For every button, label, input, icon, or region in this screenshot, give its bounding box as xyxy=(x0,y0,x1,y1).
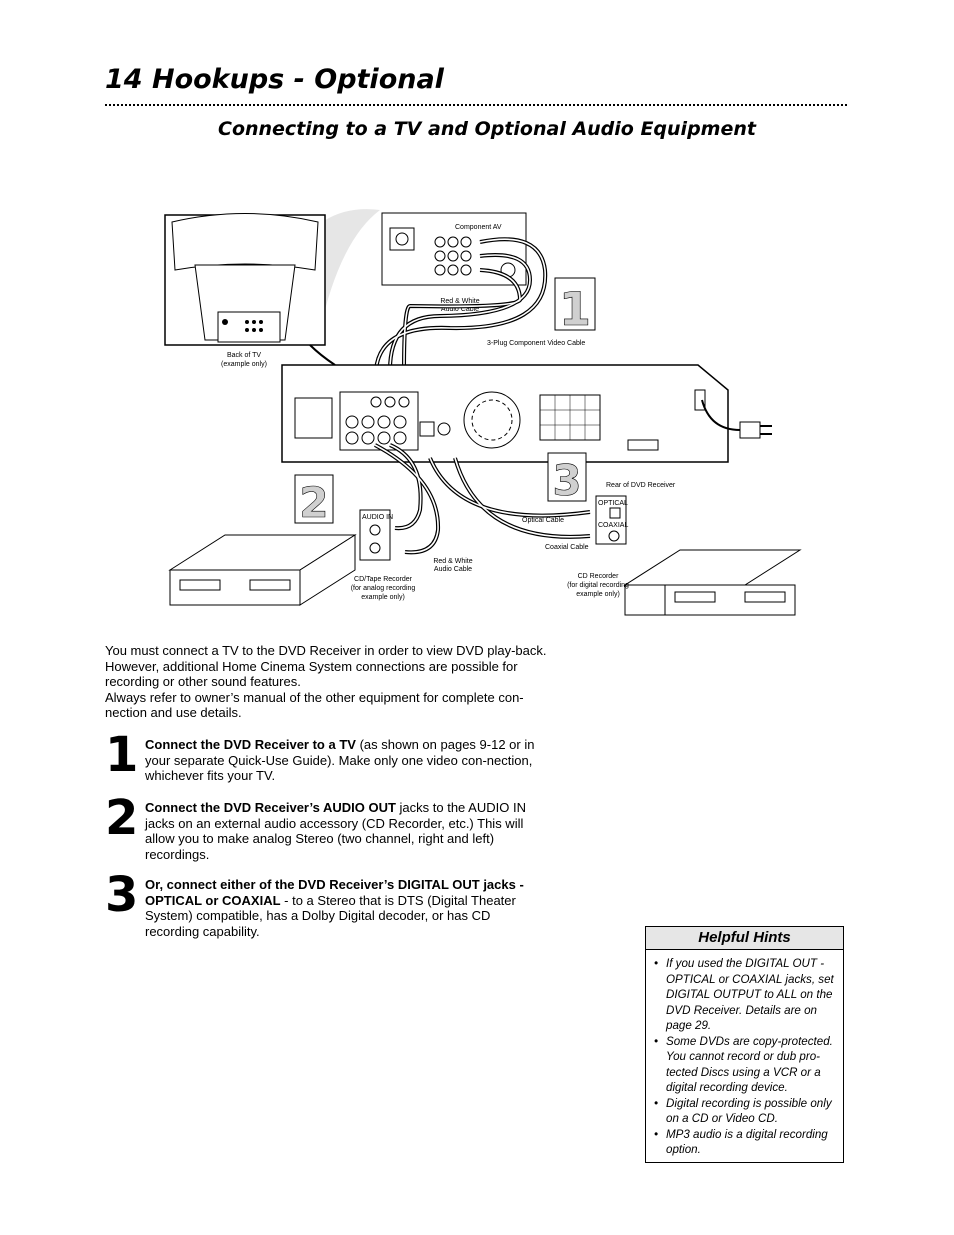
hint-item: • Digital recording is possible only on a CD or Video CD. xyxy=(654,1096,837,1127)
helpful-hints-title: Helpful Hints xyxy=(646,927,843,950)
label-component-cable: 3-Plug Component Video Cable xyxy=(487,340,586,347)
dotted-divider xyxy=(105,104,847,106)
callout-3: 3 xyxy=(552,456,582,505)
page-title: 14 Hookups - Optional xyxy=(105,64,444,95)
label-cd-tape-recorder-3: example only) xyxy=(361,594,405,601)
hookup-diagram xyxy=(150,200,810,620)
step-text xyxy=(145,800,545,862)
step-body: (as shown on pages 9-12 or in your separate Quick-Use Guide). Make only one video con-nection, whichever fits your TV. xyxy=(145,737,535,784)
dvd-receiver-rear xyxy=(282,365,728,462)
label-cd-tape-recorder: CD/Tape Recorder xyxy=(354,576,412,583)
label-cd-recorder-2: (for digital recording xyxy=(567,582,629,589)
label-optical-cable: Optical Cable xyxy=(522,517,565,524)
tv-back-illustration xyxy=(165,214,335,366)
intro-paragraph-2: Always refer to owner’s manual of the other equipment for complete con-nection and use details. xyxy=(105,689,524,721)
hint-item: • Some DVDs are copy-protected. You cannot record or dub pro-tected Discs using a VCR or a digital recording device. xyxy=(654,1034,837,1096)
label-back-of-tv: Back of TV xyxy=(226,352,262,359)
step-number: 2 xyxy=(105,790,139,846)
label-back-of-tv-example: (example only) xyxy=(221,361,267,368)
label-component-av: Component AV xyxy=(455,224,502,231)
step-body: jacks to the AUDIO IN jacks on an external audio accessory (CD Recorder, etc.) This will allow you to make analog Stereo (two channel, right and left) recordings. xyxy=(145,800,526,862)
helpful-hints-box xyxy=(645,926,844,1163)
hint-item: • MP3 audio is a digital recording option. xyxy=(654,1127,837,1158)
label-red-white-bottom: Red & White xyxy=(433,558,473,565)
step-text xyxy=(145,877,545,939)
step-bold-lead: Or, connect either of the DVD Receiver’s DIGITAL OUT jacks - OPTICAL or COAXIAL xyxy=(145,877,524,908)
step-text xyxy=(145,737,545,784)
helpful-hints-list xyxy=(654,956,837,1158)
hint-item: • If you used the DIGITAL OUT - OPTICAL or COAXIAL jacks, set DIGITAL OUTPUT to ALL on the DVD Receiver. Details are on page 29. xyxy=(654,956,837,1034)
cd-tape-recorder-illustration xyxy=(170,535,355,605)
intro-paragraph-1: You must connect a TV to the DVD Receiver in order to view DVD play-back. However, additional Home Cinema System connections are possible for recording or other sound features. xyxy=(105,643,547,690)
label-red-white-top-2: Audio Cable xyxy=(440,306,480,313)
callout-1: 1 xyxy=(558,282,592,336)
intro-text xyxy=(105,643,547,721)
step-number: 3 xyxy=(105,867,139,923)
label-red-white-bottom-2: Audio Cable xyxy=(433,566,473,573)
step-number: 1 xyxy=(105,727,139,783)
label-rear-of-dvd: Rear of DVD Receiver xyxy=(606,482,676,489)
label-cd-recorder-3: example only) xyxy=(576,591,620,598)
label-optical-jack: OPTICAL xyxy=(598,500,628,507)
section-title: Connecting to a TV and Optional Audio Equipment xyxy=(218,118,756,140)
step-bold-lead: Connect the DVD Receiver’s AUDIO OUT xyxy=(145,800,396,815)
callout-2: 2 xyxy=(299,478,329,527)
label-coaxial-cable: Coaxial Cable xyxy=(545,544,589,551)
label-coaxial-jack: COAXIAL xyxy=(598,522,629,529)
label-cd-tape-recorder-2: (for analog recording xyxy=(350,585,416,592)
cd-recorder-illustration xyxy=(625,550,800,615)
label-red-white-top: Red & White xyxy=(440,298,480,305)
label-cd-recorder: CD Recorder xyxy=(577,573,619,580)
step-bold-lead: Connect the DVD Receiver to a TV xyxy=(145,737,356,752)
label-audio-in: AUDIO IN xyxy=(362,514,394,521)
step-body: - to a Stereo that is DTS (Digital Theater System) compatible, has a Dolby Digital decoder, or has CD recording capability. xyxy=(145,892,516,939)
